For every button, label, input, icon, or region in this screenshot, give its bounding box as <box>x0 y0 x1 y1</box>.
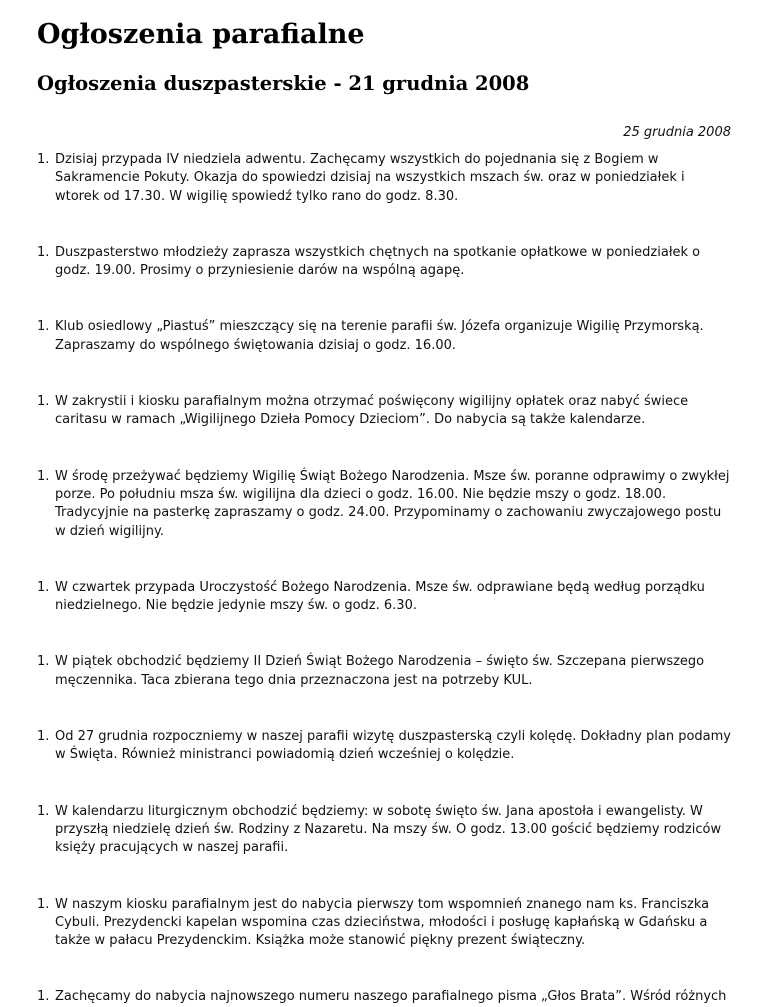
notice-item <box>37 988 731 1006</box>
notice-number: 1. <box>37 729 50 745</box>
notice-item <box>37 244 731 281</box>
notice-text: W środę przeżywać będziemy Wigilię Świąt Bożego Narodzenia. Msze św. poranne odprawimy o zwykłej porze. Po południu msza św. wigilijna dla dzieci o godz. 16.00. Nie będzie mszy o godz. 18.00. Tradycyjnie na pasterkę zapraszamy o godz. 24.00. Przypominamy o zachowaniu zwyczajowego postu w dzień wigilijny. <box>55 468 730 539</box>
page-title: Ogłoszenia parafialne <box>37 19 365 50</box>
notice-number: 1. <box>37 803 50 819</box>
notice-text: Duszpasterstwo młodzieży zaprasza wszystkich chętnych na spotkanie opłatkowe w poniedziałek o godz. 19.00. Prosimy o przyniesienie darów na wspólną agapę. <box>55 244 701 279</box>
notice-text: W naszym kiosku parafialnym jest do nabycia pierwszy tom wspomnień znanego nam ks. Franciszka Cybuli. Prezydencki kapelan wspomina czas dzieciństwa, młodości i posługę kapłańską w Gdańsku a także w pałacu Prezydenckim. Książka może stanowić piękny prezent świąteczny. <box>55 896 710 949</box>
notice-item <box>37 468 731 541</box>
notice-item <box>37 803 731 858</box>
notice-item <box>37 896 731 951</box>
publication-date: 25 grudnia 2008 <box>623 125 731 140</box>
notices-list <box>37 151 731 1007</box>
notice-text: W zakrystii i kiosku parafialnym można otrzymać poświęcony wigilijny opłatek oraz nabyć świece caritasu w ramach „Wigilijnego Dzieła Pomocy Dzieciom”. Do nabycia są także kalendarze. <box>55 394 689 428</box>
notice-text: W czwartek przypada Uroczystość Bożego Narodzenia. Msze św. odprawiane będą według porządku niedzielnego. Nie będzie jedynie mszy św. o godz. 6.30. <box>55 579 705 614</box>
notice-item <box>37 728 731 765</box>
notice-text: W kalendarzu liturgicznym obchodzić będziemy: w sobotę święto św. Jana apostoła i ewangelisty. W przyszłą niedzielę dzień św. Rodziny z Nazaretu. Na mszy św. O godz. 13.00 gościć będziemy rodziców księży pracujących w naszej parafii. <box>55 803 722 856</box>
notice-number: 1. <box>37 654 50 670</box>
notice-number: 1. <box>37 468 50 484</box>
notice-number: 1. <box>37 152 50 167</box>
notice-item <box>37 653 731 690</box>
notice-item <box>37 579 731 616</box>
notice-text: W piątek obchodzić będziemy II Dzień Świąt Bożego Narodzenia – święto św. Szczepana pierwszego męczennika. Taca zbierana tego dnia przeznaczona jest na potrzeby KUL. <box>55 654 705 688</box>
notice-number: 1. <box>37 896 50 912</box>
notice-number: 1. <box>37 579 50 595</box>
notice-item <box>37 151 731 206</box>
notice-text: Klub osiedlowy „Piastuś” mieszczący się na terenie parafii św. Józefa organizuje Wigilię Przymorską. Zapraszamy do wspólnego świętowania dzisiaj o godz. 16.00. <box>55 319 704 353</box>
notice-text: Dzisiaj przypada IV niedziela adwentu. Zachęcamy wszystkich do pojednania się z Bogiem w Sakramencie Pokuty. Okazja do spowiedzi dzisiaj na wszystkich mszach św. oraz w poniedziałek i wtorek od 17.30. W wigilię spowiedź tylko rano do godz. 8.30. <box>55 152 685 204</box>
notice-number: 1. <box>37 394 50 410</box>
notice-item <box>37 318 731 355</box>
notice-text: Od 27 grudnia rozpoczniemy w naszej parafii wizytę duszpasterską czyli kolędę. Dokładny plan podamy w Święta. Również ministranci powiadomią dzień wcześniej o kolędzie. <box>55 729 731 763</box>
notice-number: 1. <box>37 244 50 260</box>
notice-number: 1. <box>37 319 50 335</box>
notice-number: 1. <box>37 989 50 1005</box>
section-title: Ogłoszenia duszpasterskie - 21 grudnia 2008 <box>37 72 530 95</box>
notice-item <box>37 393 731 430</box>
notice-text: Zachęcamy do nabycia najnowszego numeru naszego parafialnego pisma „Głos Brata”. Wśród różnych <box>55 989 727 1005</box>
